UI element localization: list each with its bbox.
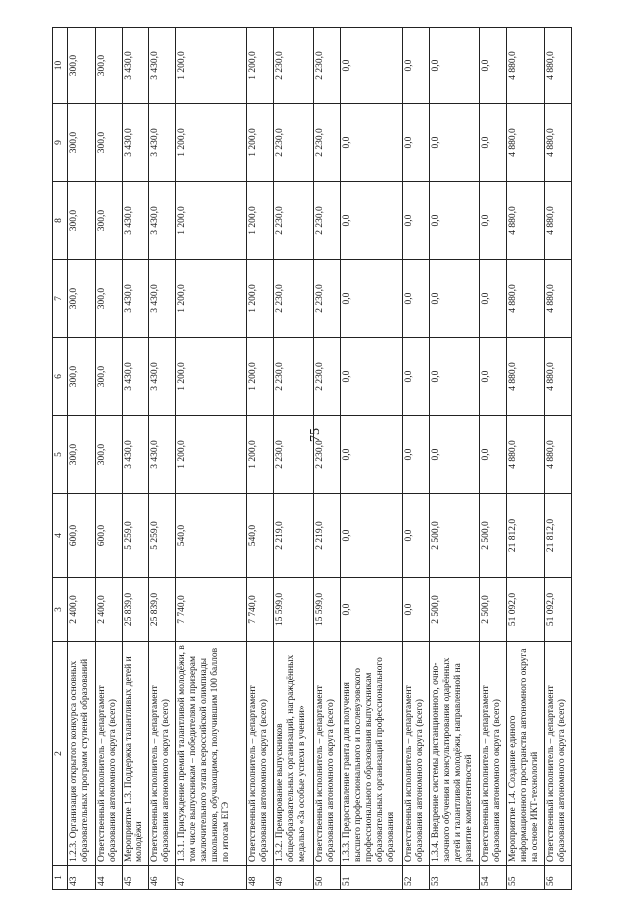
table-row bbox=[341, 28, 403, 890]
value-cell: 0,0 bbox=[341, 338, 403, 416]
table-body bbox=[68, 28, 572, 890]
value-cell: 2 400,0 bbox=[95, 578, 122, 642]
value-cell: 3 430,0 bbox=[149, 260, 176, 338]
row-number: 56 bbox=[545, 866, 572, 890]
value-cell: 0,0 bbox=[429, 416, 479, 494]
row-description: Ответственный исполнитель – департамент образования автономного округа (всего) bbox=[545, 642, 572, 866]
row-number: 47 bbox=[176, 866, 247, 890]
value-cell: 4 880,0 bbox=[545, 104, 572, 182]
table-row bbox=[273, 28, 314, 890]
table-row bbox=[545, 28, 572, 890]
value-cell: 300,0 bbox=[68, 416, 96, 494]
value-cell: 2 219,0 bbox=[314, 494, 341, 578]
value-cell: 1 200,0 bbox=[176, 416, 247, 494]
table-row bbox=[479, 28, 506, 890]
value-cell: 1 200,0 bbox=[176, 260, 247, 338]
value-cell: 3 430,0 bbox=[149, 338, 176, 416]
value-cell: 300,0 bbox=[68, 182, 96, 260]
value-cell: 4 880,0 bbox=[506, 416, 544, 494]
value-cell: 4 880,0 bbox=[506, 104, 544, 182]
value-cell: 300,0 bbox=[95, 28, 122, 104]
row-description: 1.3.4. Внедрение системы дистанционного, очно-заочного обучения и консультирования одарённых детей и талантливой молодёжи, направленной на развитие компетентностей bbox=[429, 642, 479, 866]
value-cell: 2 230,0 bbox=[273, 338, 314, 416]
value-cell: 4 880,0 bbox=[545, 182, 572, 260]
value-cell: 0,0 bbox=[429, 28, 479, 104]
value-cell: 0,0 bbox=[403, 578, 430, 642]
value-cell: 2 230,0 bbox=[273, 28, 314, 104]
row-number: 51 bbox=[341, 866, 403, 890]
column-header: 1 bbox=[53, 866, 68, 890]
row-number: 45 bbox=[122, 866, 149, 890]
value-cell: 2 230,0 bbox=[314, 28, 341, 104]
value-cell: 51 092,0 bbox=[506, 578, 544, 642]
column-header: 6 bbox=[53, 338, 68, 416]
value-cell: 0,0 bbox=[403, 338, 430, 416]
value-cell: 300,0 bbox=[68, 28, 96, 104]
table-row bbox=[122, 28, 149, 890]
table-row bbox=[506, 28, 544, 890]
value-cell: 4 880,0 bbox=[545, 28, 572, 104]
value-cell: 3 430,0 bbox=[149, 416, 176, 494]
row-description: Ответственный исполнитель – департамент образования автономного округа (всего) bbox=[403, 642, 430, 866]
value-cell: 300,0 bbox=[95, 182, 122, 260]
row-description: Ответственный исполнитель – департамент образования автономного округа (всего) bbox=[149, 642, 176, 866]
table-row bbox=[429, 28, 479, 890]
table-row bbox=[95, 28, 122, 890]
value-cell: 7 740,0 bbox=[176, 578, 247, 642]
value-cell: 4 880,0 bbox=[506, 28, 544, 104]
column-header: 10 bbox=[53, 28, 68, 104]
value-cell: 1 200,0 bbox=[176, 28, 247, 104]
value-cell: 3 430,0 bbox=[149, 28, 176, 104]
column-header: 8 bbox=[53, 182, 68, 260]
table-row bbox=[246, 28, 273, 890]
value-cell: 300,0 bbox=[68, 260, 96, 338]
value-cell: 4 880,0 bbox=[545, 338, 572, 416]
value-cell: 3 430,0 bbox=[122, 28, 149, 104]
value-cell: 1 200,0 bbox=[246, 104, 273, 182]
value-cell: 3 430,0 bbox=[122, 182, 149, 260]
value-cell: 0,0 bbox=[429, 182, 479, 260]
value-cell: 0,0 bbox=[479, 182, 506, 260]
column-header: 4 bbox=[53, 494, 68, 578]
value-cell: 1 200,0 bbox=[246, 28, 273, 104]
value-cell: 0,0 bbox=[341, 260, 403, 338]
value-cell: 0,0 bbox=[341, 28, 403, 104]
row-number: 43 bbox=[68, 866, 96, 890]
table-row bbox=[176, 28, 247, 890]
value-cell: 300,0 bbox=[68, 104, 96, 182]
table-row bbox=[149, 28, 176, 890]
value-cell: 25 839,0 bbox=[122, 578, 149, 642]
value-cell: 15 599,0 bbox=[314, 578, 341, 642]
value-cell: 15 599,0 bbox=[273, 578, 314, 642]
value-cell: 2 219,0 bbox=[273, 494, 314, 578]
value-cell: 0,0 bbox=[403, 104, 430, 182]
value-cell: 2 230,0 bbox=[273, 104, 314, 182]
column-header: 7 bbox=[53, 260, 68, 338]
value-cell: 300,0 bbox=[95, 338, 122, 416]
value-cell: 0,0 bbox=[403, 182, 430, 260]
value-cell: 2 230,0 bbox=[273, 416, 314, 494]
value-cell: 4 880,0 bbox=[506, 338, 544, 416]
row-description: Ответственный исполнитель – департамент образования автономного округа (всего) bbox=[246, 642, 273, 866]
value-cell: 0,0 bbox=[341, 494, 403, 578]
value-cell: 1 200,0 bbox=[246, 338, 273, 416]
value-cell: 4 880,0 bbox=[506, 182, 544, 260]
value-cell: 0,0 bbox=[341, 182, 403, 260]
row-description: Ответственный исполнитель – департамент образования автономного округа (всего) bbox=[314, 642, 341, 866]
value-cell: 1 200,0 bbox=[176, 104, 247, 182]
header-row bbox=[53, 28, 68, 890]
value-cell: 300,0 bbox=[95, 260, 122, 338]
page-number: 75 bbox=[308, 428, 323, 442]
value-cell: 3 430,0 bbox=[122, 338, 149, 416]
value-cell: 0,0 bbox=[429, 104, 479, 182]
value-cell: 2 230,0 bbox=[273, 182, 314, 260]
value-cell: 300,0 bbox=[95, 416, 122, 494]
value-cell: 1 200,0 bbox=[246, 182, 273, 260]
value-cell: 5 259,0 bbox=[122, 494, 149, 578]
value-cell: 2 230,0 bbox=[314, 182, 341, 260]
value-cell: 2 400,0 bbox=[68, 578, 96, 642]
value-cell: 2 500,0 bbox=[429, 494, 479, 578]
value-cell: 4 880,0 bbox=[506, 260, 544, 338]
row-description: 1.3.3. Предоставление гранта для получения высшего профессионального и послевузовского профессионального образования выпускникам образовательных организаций профессионального образования bbox=[341, 642, 403, 866]
value-cell: 0,0 bbox=[429, 338, 479, 416]
value-cell: 0,0 bbox=[403, 260, 430, 338]
value-cell: 0,0 bbox=[479, 104, 506, 182]
row-description: Мероприятие 1.3. Поддержка талантливых детей и молодёжи bbox=[122, 642, 149, 866]
value-cell: 2 230,0 bbox=[314, 338, 341, 416]
column-header: 3 bbox=[53, 578, 68, 642]
value-cell: 4 880,0 bbox=[545, 260, 572, 338]
column-header: 9 bbox=[53, 104, 68, 182]
row-number: 55 bbox=[506, 866, 544, 890]
value-cell: 2 500,0 bbox=[479, 494, 506, 578]
table-row bbox=[314, 28, 341, 890]
value-cell: 2 500,0 bbox=[429, 578, 479, 642]
value-cell: 2 500,0 bbox=[479, 578, 506, 642]
rotated-table-container bbox=[52, 28, 572, 890]
row-number: 50 bbox=[314, 866, 341, 890]
value-cell: 0,0 bbox=[341, 104, 403, 182]
value-cell: 1 200,0 bbox=[246, 260, 273, 338]
column-header: 2 bbox=[53, 642, 68, 866]
table-row bbox=[403, 28, 430, 890]
value-cell: 0,0 bbox=[479, 28, 506, 104]
value-cell: 1 200,0 bbox=[176, 338, 247, 416]
value-cell: 2 230,0 bbox=[314, 260, 341, 338]
row-number: 44 bbox=[95, 866, 122, 890]
value-cell: 2 230,0 bbox=[314, 416, 341, 494]
value-cell: 21 812,0 bbox=[506, 494, 544, 578]
row-description: 1.3.2. Премирование выпускников общеобразовательных организаций, награждённых медалью «За особые успехи в учении» bbox=[273, 642, 314, 866]
row-number: 53 bbox=[429, 866, 479, 890]
value-cell: 2 230,0 bbox=[273, 260, 314, 338]
value-cell: 2 230,0 bbox=[314, 104, 341, 182]
value-cell: 300,0 bbox=[68, 338, 96, 416]
value-cell: 540,0 bbox=[176, 494, 247, 578]
value-cell: 4 880,0 bbox=[545, 416, 572, 494]
value-cell: 0,0 bbox=[429, 260, 479, 338]
row-description: Ответственный исполнитель – департамент образования автономного округа (всего) bbox=[479, 642, 506, 866]
column-header: 5 bbox=[53, 416, 68, 494]
value-cell: 3 430,0 bbox=[122, 416, 149, 494]
value-cell: 600,0 bbox=[95, 494, 122, 578]
value-cell: 300,0 bbox=[95, 104, 122, 182]
value-cell: 3 430,0 bbox=[149, 182, 176, 260]
value-cell: 3 430,0 bbox=[122, 260, 149, 338]
value-cell: 7 740,0 bbox=[246, 578, 273, 642]
row-description: Ответственный исполнитель – департамент образования автономного округа (всего) bbox=[95, 642, 122, 866]
value-cell: 25 839,0 bbox=[149, 578, 176, 642]
value-cell: 0,0 bbox=[341, 578, 403, 642]
budget-table bbox=[52, 27, 572, 890]
row-description: 1.3.1. Присуждение премий талантливой молодёжи, в том числе выпускникам – победителям и призерам заключительного этапа всероссийской олимпиады школьников, обучающимся, получившим 100 баллов по итогам ЕГЭ bbox=[176, 642, 247, 866]
value-cell: 1 200,0 bbox=[246, 416, 273, 494]
value-cell: 0,0 bbox=[479, 416, 506, 494]
row-number: 48 bbox=[246, 866, 273, 890]
value-cell: 3 430,0 bbox=[122, 104, 149, 182]
row-description: 1.2.3. Организация открытого конкурса основных образовательных программ ступеней образований bbox=[68, 642, 96, 866]
value-cell: 0,0 bbox=[403, 28, 430, 104]
value-cell: 21 812,0 bbox=[545, 494, 572, 578]
row-number: 54 bbox=[479, 866, 506, 890]
value-cell: 0,0 bbox=[479, 260, 506, 338]
value-cell: 600,0 bbox=[68, 494, 96, 578]
row-number: 46 bbox=[149, 866, 176, 890]
value-cell: 1 200,0 bbox=[176, 182, 247, 260]
value-cell: 51 092,0 bbox=[545, 578, 572, 642]
row-description: Мероприятие 1.4. Создание единого информационного пространства автономного округа на основе ИКТ-технологий bbox=[506, 642, 544, 866]
value-cell: 0,0 bbox=[341, 416, 403, 494]
row-number: 49 bbox=[273, 866, 314, 890]
table-row bbox=[68, 28, 96, 890]
value-cell: 0,0 bbox=[403, 494, 430, 578]
value-cell: 540,0 bbox=[246, 494, 273, 578]
value-cell: 5 259,0 bbox=[149, 494, 176, 578]
value-cell: 0,0 bbox=[479, 338, 506, 416]
row-number: 52 bbox=[403, 866, 430, 890]
value-cell: 0,0 bbox=[403, 416, 430, 494]
value-cell: 3 430,0 bbox=[149, 104, 176, 182]
